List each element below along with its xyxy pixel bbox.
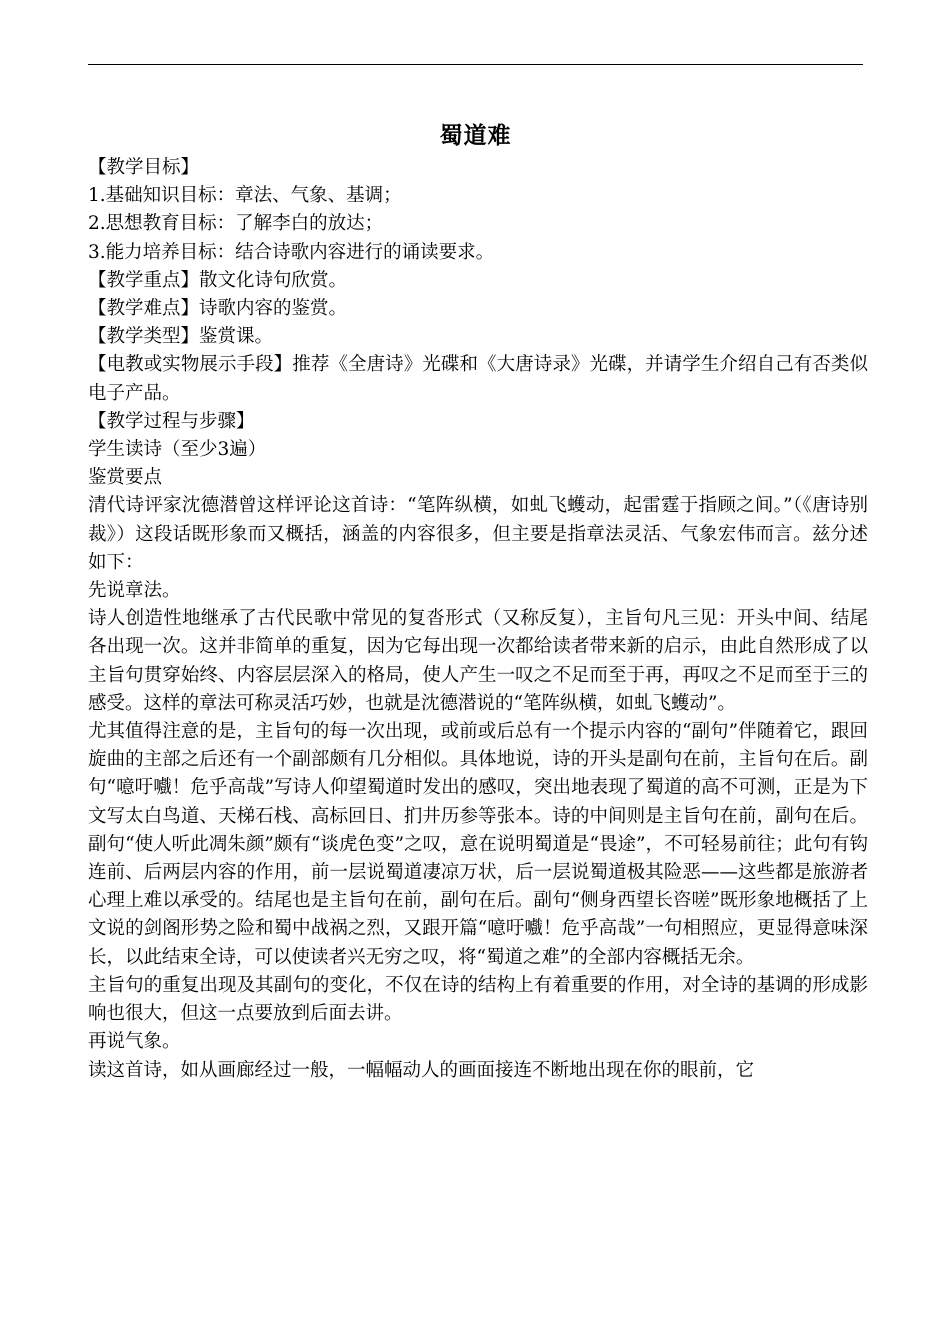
process-step: 学生读诗（至少3遍）	[88, 439, 267, 461]
objective-item: 1.基础知识目标：章法、气象、基调；	[88, 185, 402, 207]
section-heading-process: 【教学过程与步骤】	[88, 410, 255, 432]
key-point: 【教学重点】散文化诗句欣赏。	[88, 269, 348, 291]
subsection-heading: 先说章法。	[88, 580, 181, 602]
subsection-heading: 再说气象。	[88, 1031, 181, 1053]
lesson-type: 【教学类型】鉴赏课。	[88, 326, 274, 348]
difficult-point: 【教学难点】诗歌内容的鉴赏。	[88, 298, 348, 320]
body-paragraph: 尤其值得注意的是，主旨句的每一次出现，或前或后总有一个提示内容的“副句”伴随着它，跟回旋曲的主部之后还有一个副部颇有几分相似。具体地说，诗的开头是副句在前，主旨句在后。副句“噫吁嚱！危乎高哉”写诗人仰望蜀道时发出的感叹，突出地表现了蜀道的高不可测，正是为下文写太白鸟道、天梯石栈、高标回日、扪井历参等张本。诗的中间则是主旨句在前，副句在后。副句“使人听此凋朱颜”颇有“谈虎色变”之叹，意在说明蜀道是“畏途”，不可轻易前往；此句有钩连前、后两层内容的作用，前一层说蜀道凄凉万状，后一层说蜀道极其险恶——这些都是旅游者心理上难以承受的。结尾也是主旨句在前，副句在后。副句“侧身西望长咨嗟”既形象地概括了上文说的剑阁形势之险和蜀中战祸之烈，又跟开篇“噫吁嚱！危乎高哉”一句相照应，更显得意味深长，以此结束全诗，可以使读者兴无穷之叹，将“蜀道之难”的全部内容概括无余。	[88, 721, 868, 968]
body-paragraph: 清代诗评家沈德潜曾这样评论这首诗：“笔阵纵横，如虬飞蠖动，起雷霆于指顾之间。”（《唐诗别裁》）这段话既形象而又概括，涵盖的内容很多，但主要是指章法灵活、气象宏伟而言。兹分述如下：	[88, 495, 868, 573]
objective-item: 2.思想教育目标：了解李白的放达；	[88, 213, 384, 235]
process-step: 鉴赏要点	[88, 467, 163, 489]
body-paragraph: 主旨句的重复出现及其副句的变化，不仅在诗的结构上有着重要的作用，对全诗的基调的形成影响也很大，但这一点要放到后面去讲。	[88, 974, 868, 1025]
body-paragraph: 诗人创造性地继承了古代民歌中常见的复沓形式（又称反复），主旨句凡三见：开头中间、结尾各出现一次。这并非简单的重复，因为它每出现一次都给读者带来新的启示，由此自然形成了以主旨句贯穿始终、内容层层深入的格局，使人产生一叹之不足而至于再，再叹之不足而至于三的感受。这样的章法可称灵活巧妙，也就是沈德潜说的“笔阵纵横，如虬飞蠖动”。	[88, 608, 868, 714]
header-rule	[88, 64, 863, 65]
document-body	[88, 154, 868, 1085]
objective-item: 3.能力培养目标：结合诗歌内容进行的诵读要求。	[88, 241, 495, 263]
body-paragraph: 读这首诗，如从画廊经过一般，一幅幅动人的画面接连不断地出现在你的眼前，它	[88, 1059, 755, 1081]
document-title: 蜀道难	[439, 122, 512, 149]
section-heading-objectives: 【教学目标】	[88, 157, 200, 178]
teaching-aids: 【电教或实物展示手段】推荐《全唐诗》光碟和《大唐诗录》光碟，并请学生介绍自己有否类似电子产品。	[88, 354, 868, 404]
